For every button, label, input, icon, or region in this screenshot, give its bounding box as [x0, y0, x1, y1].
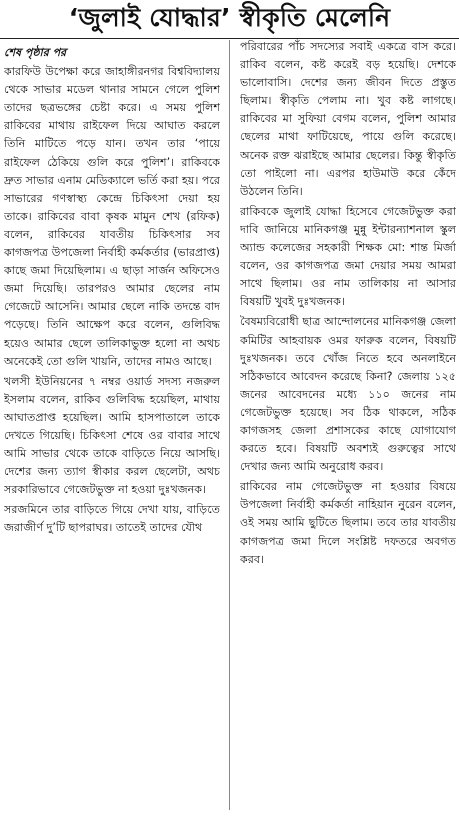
article-paragraph: রাকিবের নাম গেজেটভুক্ত না হওয়ার বিষয়ে উপজেলা নির্বাহী কর্মকর্তা নাহিয়ান নুরেন বলেন, ওই সময় আমি ছুটিতে ছিলাম। তবে তার যাবতীয় কাগজপত্র জমা দিলে সংশ্লিষ্ট দফতরে অবগত করব।	[240, 480, 456, 566]
column-divider	[229, 40, 230, 810]
article-paragraph: সরজমিনে তার বাড়িতে গিয়ে দেখা যায়, বাড়িতে জরাজীর্ণ দু’টি ছাপরাঘর। তাতেই তাদের যৌথ	[4, 503, 220, 535]
article-column-right	[240, 38, 456, 804]
article-paragraph: পরিবারের পাঁচ সদস্যের সবাই একত্রে বাস করে। রাকিব বলেন, কষ্ট করেই বড় হয়েছি। দেশকে ভালোবাসি। দেশের জন্য জীবন দিতে প্রস্তুত ছিলাম। স্বীকৃতি পেলাম না। খুব কষ্ট লাগছে। রাকিবের মা সুফিয়া বেগম বলেন, পুলিশ আমার ছেলের মাথা ফাটিয়েছে, পায়ে গুলি করেছে। অনেক রক্ত ঝরাইছে আমার ছেলের। কিন্তু স্বীকৃতি তো পাইলো না। এরপর হাউমাউ করে কেঁদে উঠলেন তিনি।	[240, 40, 456, 198]
article-paragraph: রাকিবকে জুলাই যোদ্ধা হিসেবে গেজেটভুক্ত করা দাবি জানিয়ে মানিকগঞ্জ মুন্নু ইন্টারন্যাশনাল স্কুল অ্যান্ড কলেজের সহকারী শিক্ষক মো: শান্ত মির্জা বলেন, ওর কাগজপত্র জমা দেয়ার সময় আমরা সাথে ছিলাম। ওর নাম তালিকায় না আসার বিষয়টি খুবই দুঃখজনক।	[240, 204, 456, 309]
article-paragraph: কারফিউ উপেক্ষা করে জাহাঙ্গীরনগর বিশ্ববিদ্যালয় থেকে সাভার মডেল থানার সামনে গেলে পুলিশ তাদের ছত্রভঙ্গের চেষ্টা করে। এ সময় পুলিশ রাকিবের মাথায় রাইফেল দিয়ে আঘাত করলে তিনি মাটিতে পড়ে যান। তখন তার ‘পায়ে রাইফেল ঠেকিয়ে গুলি করে পুলিশ’। রাকিবকে দ্রুত সাভার এনাম মেডিক্যালে ভর্তি করা হয়। পরে সাভারের গণস্বাস্থ্য কেন্দ্রে চিকিৎসা দেয়া হয় তাকে। রাকিবের বাবা কৃষক মামুন শেখ (রফিক) বলেন, রাকিবের যাবতীয় চিকিৎসার সব কাগজপত্র উপজেলা নির্বাহী কর্মকর্তার (ভারপ্রাপ্ত) কাছে জমা দিয়েছিলাম। এ ছাড়া সার্জন অফিসেও জমা দিয়েছি। তারপরও আমার ছেলের নাম গেজেটে আসেনি। আমার ছেলে নাকি তদন্তে বাদ পড়েছে। তিনি আক্ষেপ করে বলেন, গুলিবিদ্ধ হয়েও আমার ছেলে তালিকাভুক্ত হলো না অথচ অনেকেই তো গুলি খায়নি, তাদের নামও আছে।	[4, 65, 220, 368]
article-headline: ‘জুলাই যোদ্ধার’ স্বীকৃতি মেলেনি	[0, 0, 459, 39]
article-paragraph: খলসী ইউনিয়নের ৭ নম্বর ওয়ার্ড সদস্য নজরুল ইসলাম বলেন, রাকিব গুলিবিদ্ধ হয়েছিল, মাথায় আঘাতপ্রাপ্ত হয়েছিল। আমি হাসপাতালে তাকে দেখতে গিয়েছি। চিকিৎসা শেষে ওর বাবার সাথে আমি সাভার থেকে তাকে বাড়িতে নিয়ে আসছি। দেশের জন্য ত্যাগ স্বীকার করল ছেলেটা, অথচ সরকারিভাবে গেজেটভুক্ত না হওয়া দুঃখজনক।	[4, 374, 220, 497]
article-column-left	[4, 44, 220, 810]
continued-from-label: শেষ পৃষ্ঠার পর	[4, 46, 67, 59]
article-paragraph: বৈষম্যবিরোধী ছাত্র আন্দোলনের মানিকগঞ্জ জেলা কমিটির আহবায়ক ওমর ফারুক বলেন, বিষয়টি দুঃখজনক। তবে খোঁজ নিতে হবে অনলাইনে সঠিকভাবে আবেদন করেছে কিনা? জেলায় ১২৫ জনের আবেদনের মধ্যে ১১০ জনের নাম গেজেটভুক্ত হয়েছে। সব ঠিক থাকলে, সঠিক কাগজসহ জেলা প্রশাসকের কাছে যোগাযোগ করতে হবে। বিষয়টি অবশ্যই গুরুত্বের সাথে দেখার জন্য আমি অনুরোধ করব।	[240, 315, 456, 474]
